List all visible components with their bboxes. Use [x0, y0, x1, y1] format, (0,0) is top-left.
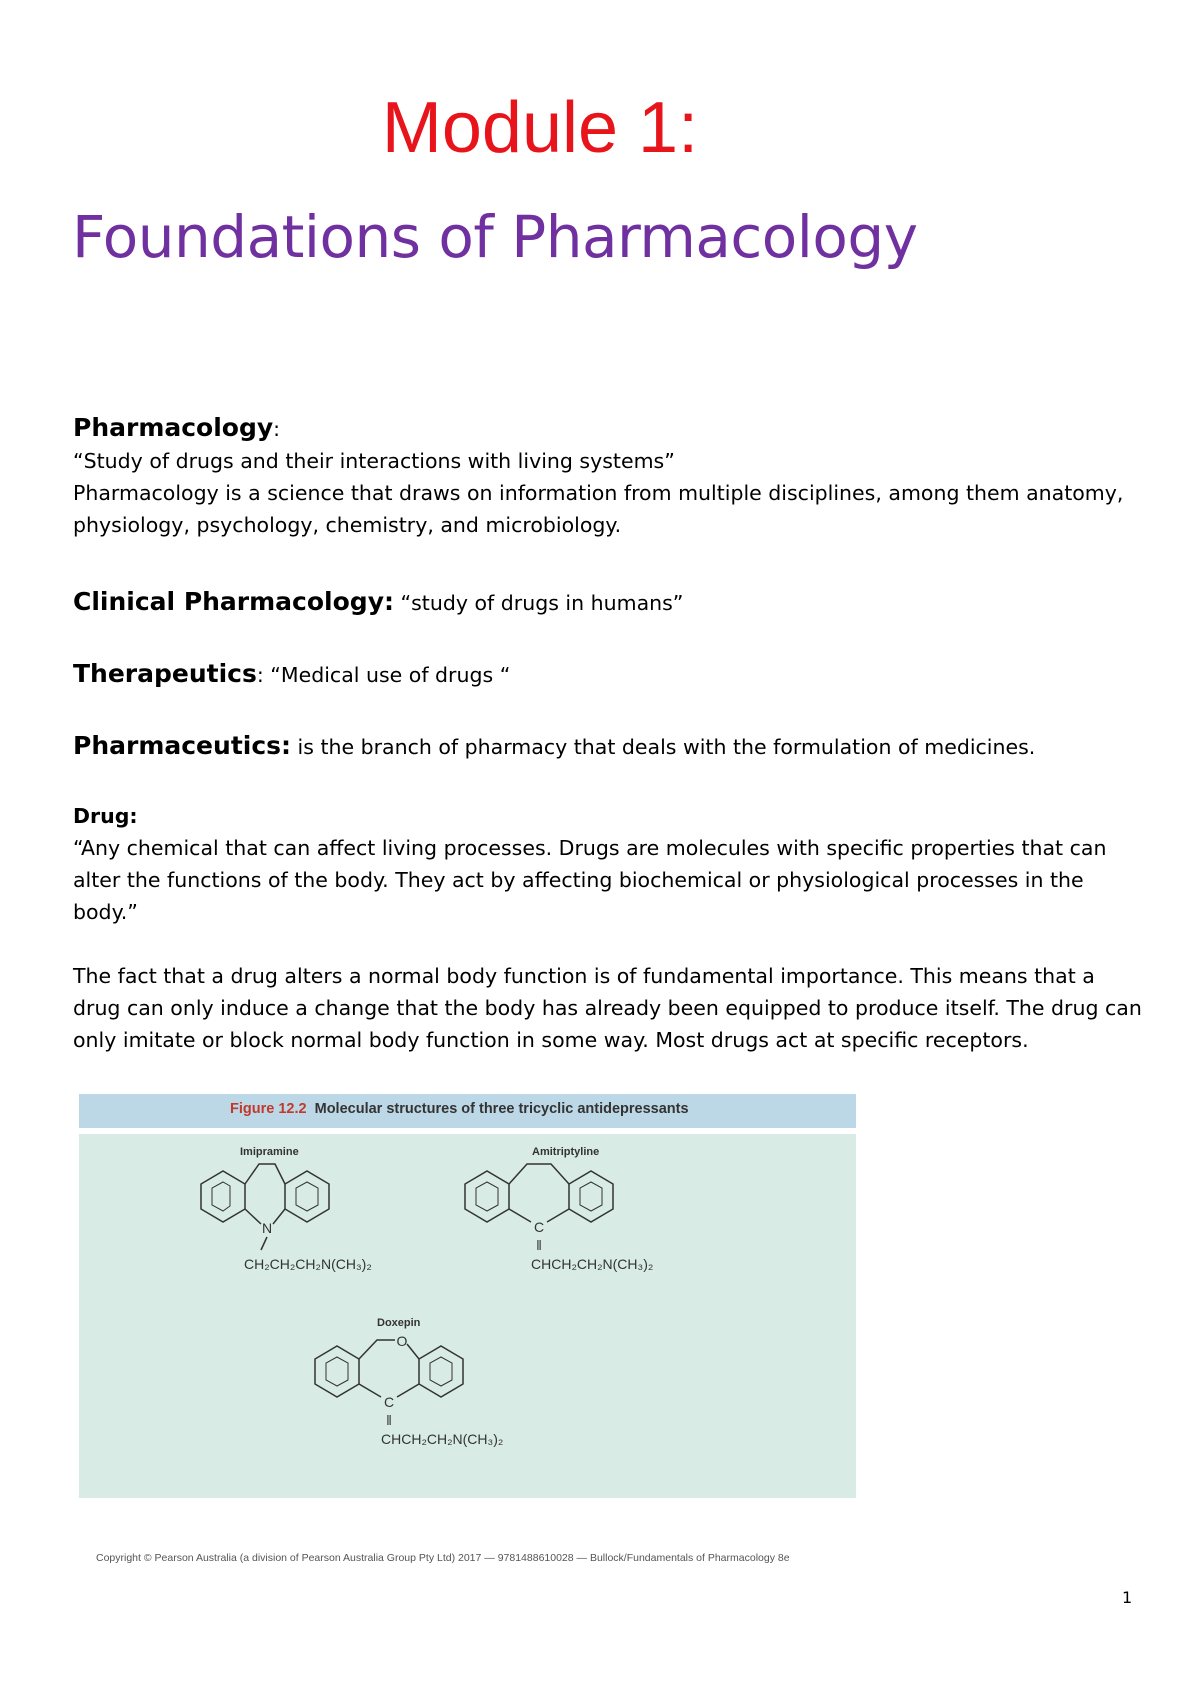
- pharmaceutics-term: Pharmaceutics:: [73, 731, 292, 760]
- doxepin-double-bond: ‖: [386, 1412, 392, 1428]
- amitriptyline-double-bond: ‖: [536, 1237, 542, 1253]
- doxepin-structure: [315, 1317, 503, 1447]
- doxepin-label: Doxepin: [377, 1317, 421, 1329]
- module-subtitle: Foundations of Pharmacology: [72, 203, 918, 271]
- figure-title: [230, 1101, 689, 1117]
- imipramine-right-ring: [285, 1171, 329, 1222]
- clinical-section: [73, 586, 1143, 619]
- pharmaceutics-definition: is the branch of pharmacy that deals with the formulation of medicines.: [291, 735, 1036, 759]
- amitriptyline-left-ring: [465, 1171, 509, 1222]
- pharmaceutics-section: [73, 730, 1143, 763]
- structures-diagram: [79, 1134, 856, 1498]
- drug-quote: “Any chemical that can affect living processes. Drugs are molecules with specific properties that can alter the functions of the body. They act by affecting biochemical or physiological processes in the body.”: [73, 836, 1107, 924]
- therapeutics-term: Therapeutics: [73, 659, 257, 688]
- amitriptyline-c-atom: C: [533, 1219, 545, 1235]
- doxepin-o-atom: O: [396, 1333, 408, 1349]
- drug-term: Drug:: [73, 804, 138, 828]
- doxepin-c-atom: C: [383, 1394, 395, 1410]
- molecular-structures-figure: [79, 1094, 856, 1498]
- module-title: Module 1:: [381, 88, 699, 168]
- pharmacology-quote: “Study of drugs and their interactions with living systems”: [73, 449, 675, 473]
- therapeutics-definition: : “Medical use of drugs “: [256, 663, 511, 687]
- figure-header: [79, 1094, 856, 1128]
- figure-caption: Molecular structures of three tricyclic antidepressants: [314, 1101, 689, 1117]
- imipramine-n-atom: N: [261, 1220, 273, 1236]
- amitriptyline-right-ring: [569, 1171, 613, 1222]
- imipramine-left-ring: [201, 1171, 245, 1222]
- drug-section: [73, 800, 1143, 1056]
- doxepin-chain: CHCH₂CH₂N(CH₃)₂: [381, 1431, 504, 1447]
- clinical-definition: “study of drugs in humans”: [393, 591, 684, 615]
- imipramine-structure: [201, 1146, 372, 1272]
- figure-copyright: Copyright © Pearson Australia (a division of Pearson Australia Group Pty Ltd) 2017 — 9781488610028 — Bullock/Fundamentals of Pharmacology 8e: [96, 1552, 790, 1564]
- imipramine-label: Imipramine: [240, 1146, 299, 1158]
- amitriptyline-label: Amitriptyline: [532, 1146, 600, 1158]
- pharmacology-description: Pharmacology is a science that draws on information from multiple disciplines, among them anatomy, physiology, psychology, chemistry, and microbiology.: [73, 481, 1124, 537]
- drug-paragraph: The fact that a drug alters a normal body function is of fundamental importance. This means that a drug can only induce a change that the body has already been equipped to produce itself. The drug can only imitate or block normal body function in some way. Most drugs act at specific receptors.: [73, 964, 1142, 1052]
- amitriptyline-chain: CHCH₂CH₂N(CH₃)₂: [531, 1256, 654, 1272]
- therapeutics-section: [73, 658, 1143, 691]
- pharmacology-term: Pharmacology: [73, 413, 274, 442]
- doxepin-right-ring: [419, 1346, 463, 1397]
- page-number: 1: [1122, 1588, 1133, 1607]
- imipramine-chain: CH₂CH₂CH₂N(CH₃)₂: [244, 1256, 372, 1272]
- pharmacology-section: [73, 412, 1143, 541]
- amitriptyline-structure: [465, 1146, 653, 1272]
- figure-label: Figure 12.2: [230, 1101, 307, 1117]
- pharmacology-colon: :: [273, 417, 281, 441]
- clinical-term: Clinical Pharmacology:: [73, 587, 394, 616]
- doxepin-left-ring: [315, 1346, 359, 1397]
